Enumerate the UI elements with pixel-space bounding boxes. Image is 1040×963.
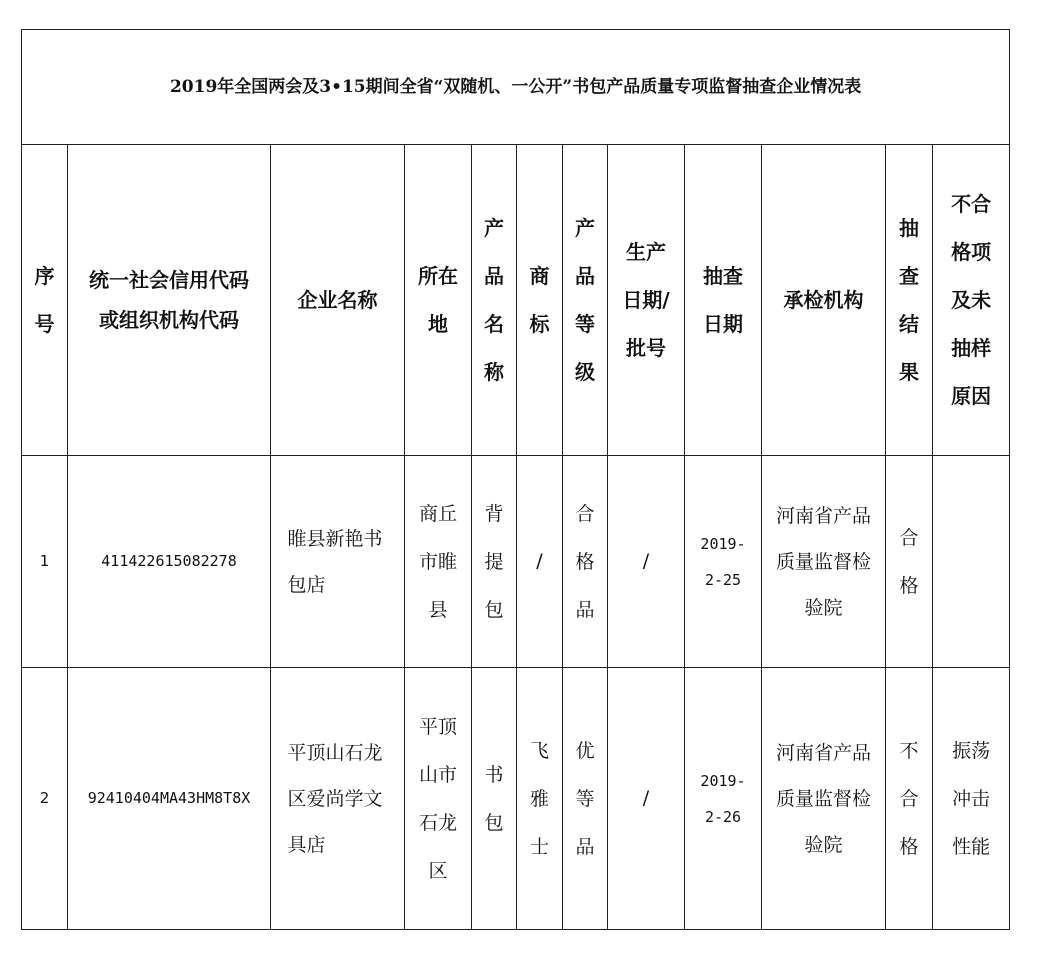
table-title: 2019年全国两会及3•15期间全省“双随机、一公开”书包产品质量专项监督抽查企业情况表 <box>22 30 1010 145</box>
cell-batch: / <box>608 456 685 668</box>
cell-agency: 河南省产品质量监督检验院 <box>762 456 886 668</box>
cell-result: 合 格 <box>886 456 933 668</box>
cell-brand: / <box>517 456 563 668</box>
cell-grade: 合 格 品 <box>563 456 608 668</box>
cell-brand: 飞 雅 士 <box>517 668 563 930</box>
inspection-table <box>21 29 1010 930</box>
header-reason: 不合 格项 及未 抽样 原因 <box>933 145 1010 456</box>
cell-product: 背 提 包 <box>472 456 517 668</box>
cell-code: 92410404MA43HM8T8X <box>68 668 271 930</box>
cell-grade: 优 等 品 <box>563 668 608 930</box>
table-row <box>22 456 1010 668</box>
cell-date: 2019- 2-26 <box>685 668 762 930</box>
cell-name: 平顶山石龙区爱尚学文具店 <box>271 668 405 930</box>
header-code: 统一社会信用代码 或组织机构代码 <box>68 145 271 456</box>
header-batch: 生产 日期/ 批号 <box>608 145 685 456</box>
cell-date: 2019- 2-25 <box>685 456 762 668</box>
cell-reason <box>933 456 1010 668</box>
cell-reason: 振荡 冲击 性能 <box>933 668 1010 930</box>
header-brand: 商 标 <box>517 145 563 456</box>
cell-name: 睢县新艳书包店 <box>271 456 405 668</box>
header-row <box>22 145 1010 456</box>
header-name: 企业名称 <box>271 145 405 456</box>
header-date: 抽查 日期 <box>685 145 762 456</box>
header-seq: 序 号 <box>22 145 68 456</box>
header-grade: 产 品 等 级 <box>563 145 608 456</box>
cell-seq: 2 <box>22 668 68 930</box>
header-agency: 承检机构 <box>762 145 886 456</box>
table-row <box>22 668 1010 930</box>
cell-code: 411422615082278 <box>68 456 271 668</box>
cell-seq: 1 <box>22 456 68 668</box>
cell-agency: 河南省产品质量监督检验院 <box>762 668 886 930</box>
header-product: 产 品 名 称 <box>472 145 517 456</box>
cell-location: 平顶 山市 石龙 区 <box>405 668 472 930</box>
header-result: 抽 查 结 果 <box>886 145 933 456</box>
header-location: 所在 地 <box>405 145 472 456</box>
cell-location: 商丘 市睢 县 <box>405 456 472 668</box>
cell-product: 书 包 <box>472 668 517 930</box>
cell-batch: / <box>608 668 685 930</box>
cell-result: 不 合 格 <box>886 668 933 930</box>
